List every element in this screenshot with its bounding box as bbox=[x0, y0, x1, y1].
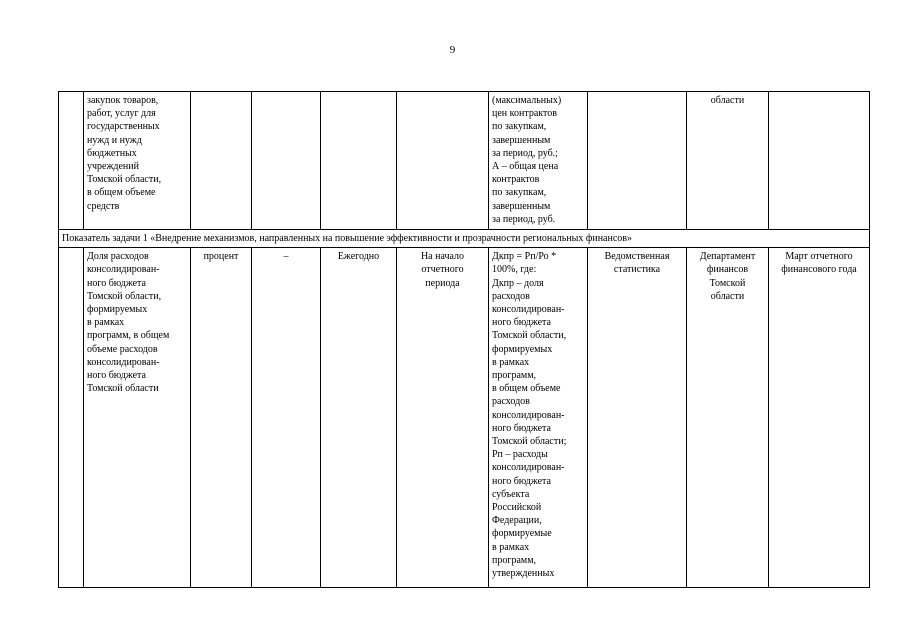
indicator-table bbox=[58, 91, 870, 588]
cell-unit: процент bbox=[191, 248, 252, 588]
cell-deadline: Март отчетного финансового года bbox=[769, 248, 870, 588]
cell-algorithm: (максимальных) цен контрактов по закупкам, завершенным за период, руб.; А – общая цена контрактов по закупкам, завершенным за период, руб. bbox=[489, 92, 588, 230]
cell-number bbox=[59, 248, 84, 588]
cell-indicator-name: Доля расходов консолидирован- ного бюджета Томской области, формируемых в рамках программ, в общем объеме расходов консолидирован- ного бюджета Томской области bbox=[84, 248, 191, 588]
table-row-continued bbox=[59, 92, 870, 230]
cell-time-characteristic bbox=[397, 92, 489, 230]
table-row-indicator bbox=[59, 248, 870, 588]
cell-disaggregation: – bbox=[252, 248, 321, 588]
cell-responsible: области bbox=[687, 92, 769, 230]
cell-indicator-name: закупок товаров, работ, услуг для государственных нужд и нужд бюджетных учреждений Томской области, в общем объеме средств bbox=[84, 92, 191, 230]
cell-number bbox=[59, 92, 84, 230]
cell-frequency bbox=[321, 92, 397, 230]
cell-frequency: Ежегодно bbox=[321, 248, 397, 588]
cell-unit bbox=[191, 92, 252, 230]
page-number: 9 bbox=[449, 44, 456, 56]
cell-algorithm: Дкпр = Рп/Ро * 100%, где: Дкпр – доля расходов консолидирован- ного бюджета Томской области, формируемых в рамках программ, в общем объеме расходов консолидирован- ного бюджета Томской области; Рп – расходы консолидирован- ного бюджета субъекта Российской Федерации, формируемые в рамках программ, утвержденных bbox=[489, 248, 588, 588]
cell-data-source: Ведомственная статистика bbox=[588, 248, 687, 588]
cell-deadline bbox=[769, 92, 870, 230]
cell-responsible: Департамент финансов Томской области bbox=[687, 248, 769, 588]
table-section-header-row bbox=[59, 230, 870, 248]
cell-data-source bbox=[588, 92, 687, 230]
cell-time-characteristic: На начало отчетного периода bbox=[397, 248, 489, 588]
cell-disaggregation bbox=[252, 92, 321, 230]
section-header: Показатель задачи 1 «Внедрение механизмов, направленных на повышение эффективности и прозрачности региональных финансов» bbox=[59, 230, 870, 248]
